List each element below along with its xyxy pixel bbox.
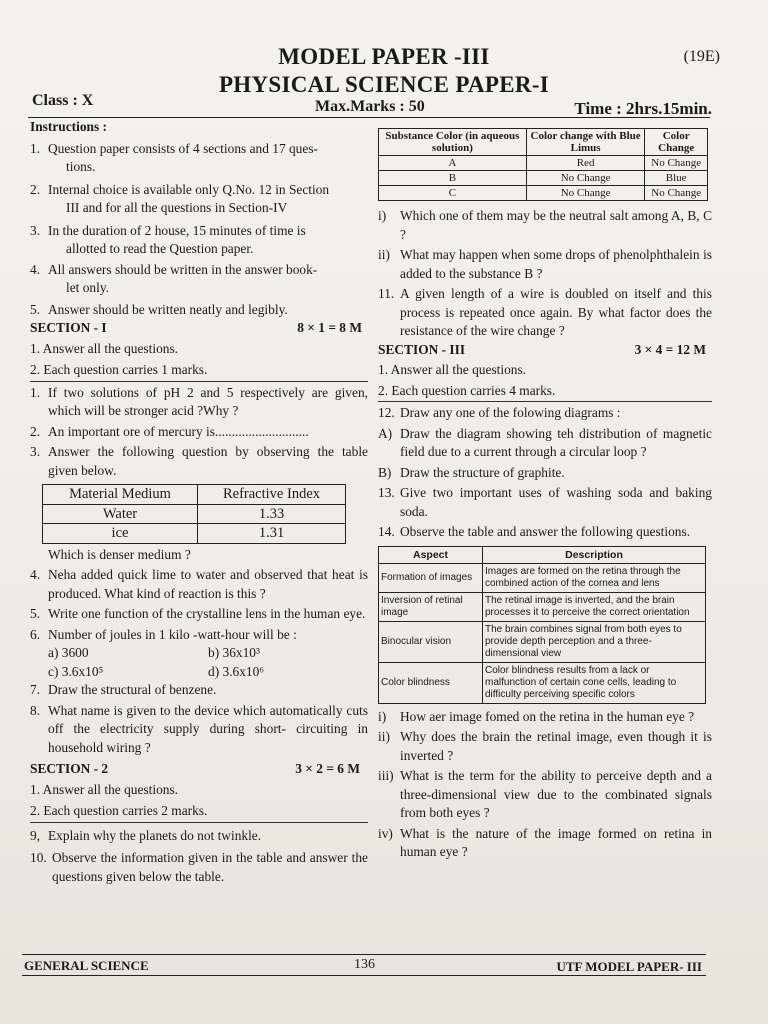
question-14-ii: ii) Why does the brain the retinal image, even though it is inverted ? [378,729,712,763]
class-label: Class : X [32,92,94,109]
table-header: Refractive Index [198,485,346,505]
question-3b: Which is denser medium ? [48,546,191,562]
question-2: 2. An important ore of mercury is............................ [30,423,309,439]
section1-heading: SECTION - I 8 × 1 = 8 M [30,320,362,335]
question-12: 12. Draw any one of the folowing diagrams : [378,405,621,420]
eye-aspect-table [378,546,706,704]
divider [30,822,368,823]
paper-subject: PHYSICAL SCIENCE PAPER-I [218,72,550,97]
refractive-index-table [42,484,346,544]
question-12-b: B) Draw the structure of graphite. [378,464,565,480]
table-header: Color change with Blue Limus [526,129,645,156]
footer-series: UTF MODEL PAPER- III [556,959,702,974]
section3-heading: SECTION - III 3 × 4 = 12 M [378,341,706,357]
question-11: 11. A given length of a wire is doubled on itself and this process is repeated once again. By what factor does the resistance of the wire change ? [378,286,712,338]
question-10-ii: ii) What may happen when some drops of phenolphthalein is added to the substance B ? [378,247,712,281]
time-allowed: Time : 2hrs.15min. [574,99,712,118]
paper-code: (19E) [683,48,720,65]
section2-rule1: 1. Answer all the questions. [30,781,179,797]
instruction-item: 5. Answer should be written neatly and legibly. [30,301,288,317]
question-14-iv: iv) What is the nature of the image formed on retina in human eye ? [378,825,712,859]
instruction-item: 1. Question paper consists of 4 sections and 17 ques- tions. [30,140,318,174]
section2-rule2: 2. Each question carries 2 marks. [30,803,208,818]
question-4: 4. Neha added quick lime to water and observed that heat is produced. What kind of reaction is this ? [30,567,368,601]
table-header: Color Change [645,129,708,156]
section1-rule1: 1. Answer all the questions. [30,340,179,356]
instructions-heading: Instructions : [30,119,108,134]
table-header: Substance Color (in aqueous solution) [379,129,527,156]
page-footer [22,954,706,976]
section3-rule1: 1. Answer all the questions. [378,362,527,377]
instruction-item: 4. All answers should be written in the answer book- let only. [30,261,318,295]
table-row: ice 1.31 [43,524,346,544]
question-14-iii: iii) What is the term for the ability to perceive depth and a three-dimensional view due to the combinated signals from both eyes ? [378,768,712,820]
divider [30,381,368,382]
page-number: 136 [354,957,375,972]
question-14-i: i) How aer image fomed on the retina in the human eye ? [378,708,695,724]
divider [378,401,712,402]
section3-rule2: 2. Each question carries 4 marks. [378,382,556,398]
question-5: 5. Write one function of the crystalline lens in the human eye. [30,606,366,621]
question-10-i: i) Which one of them may be the neutral salt among A, B, C ? [378,208,712,242]
substance-table [378,128,708,201]
table-row: Formation of images Images are formed on the retina through the combined action of the cornea and lens [379,563,706,592]
section2-heading: SECTION - 2 3 × 2 = 6 M [30,761,360,776]
question-7: 7. Draw the structural of benzene. [30,682,217,697]
table-header: Description [483,546,706,563]
max-marks: Max.Marks : 50 [315,98,425,115]
question-1: 1. If two solutions of pH 2 and 5 respectively are given, which will be stronger acid ?Why ? [30,384,368,418]
table-row: Binocular vision The brain combines signal from both eyes to provide depth perception and a three-dimensional view [379,621,706,662]
table-row: A Red No Change [379,156,708,171]
table-row: Water 1.33 [43,504,346,524]
instruction-item: 2. Internal choice is available only Q.No. 12 in Section III and for all the questions in Section-IV [30,181,330,215]
table-row: C No Change No Change [379,186,708,201]
table-row: Inversion of retinal image The retinal image is inverted, and the brain processes it to perceive the correct orientation [379,592,706,621]
table-header: Aspect [379,546,483,563]
question-6: 6. Number of joules in 1 kilo -watt-hour will be : [30,626,297,642]
table-row: B No Change Blue [379,171,708,186]
question-8: 8. What name is given to the device which automatically cuts off the electricity supply during short- circuiting in household wiring ? [30,702,368,755]
question-6-options: a) 3600 b) 36x10³ [48,645,260,660]
question-13: 13. Give two important uses of washing soda and baking soda. [378,485,712,519]
footer-subject: GENERAL SCIENCE [24,958,149,973]
question-6-options: c) 3.6x10⁵ d) 3.6x10⁶ [48,663,264,679]
right-column [378,128,712,862]
question-12-a: A) Draw the diagram showing teh distribution of magnetic field due to a current through a circular loop ? [378,425,712,459]
question-3: 3. Answer the following question by observing the table given below. [30,444,368,478]
question-14: 14. Observe the table and answer the following questions. [378,524,691,539]
table-row: Color blindness Color blindness results from a lack or malfunction of certain cone cells, leading to difficulty perceiving specific colors [379,662,706,703]
section1-rule2: 2. Each question carries 1 marks. [30,362,208,377]
table-header: Material Medium [43,485,198,505]
question-10: 10. Observe the information given in the table and answer the questions given below the table. [30,850,368,884]
instruction-item: 3. In the duration of 2 house, 15 minutes of time is allotted to read the Question paper. [30,222,306,256]
paper-title: MODEL PAPER -III [278,44,490,69]
question-9: 9, Explain why the planets do not twinkle. [30,827,262,843]
left-column [30,118,368,886]
